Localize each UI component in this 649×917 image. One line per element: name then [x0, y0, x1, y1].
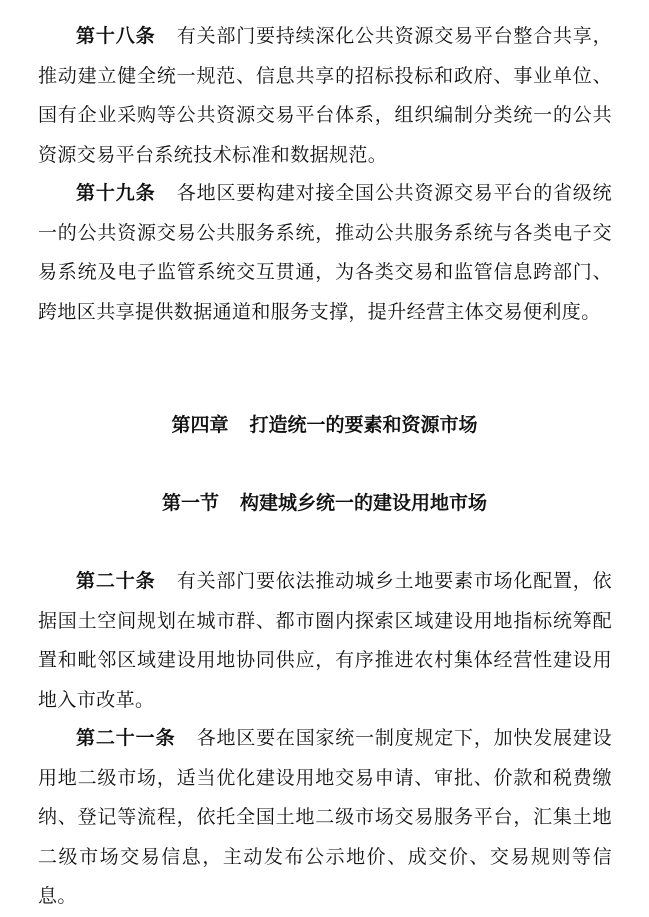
- article-21: [38, 719, 612, 917]
- chapter-heading: [0, 410, 649, 440]
- section-title: 构建城乡统一的建设用地市场: [239, 492, 487, 514]
- chapter-number: 第四章: [171, 414, 229, 436]
- article-label: 第二十一条: [76, 727, 176, 749]
- article-19: [38, 174, 612, 332]
- section-number: 第一节: [162, 492, 220, 514]
- article-text: 有关部门要持续深化公共资源交易平台整合共享，推动建立健全统一规范、信息共享的招标投标和政府、事业单位、国有企业采购等公共资源交易平台体系，组织编制分类统一的公共资源交易平台系统技术标准和数据规范。: [38, 25, 612, 166]
- article-text: 有关部门要依法推动城乡土地要素市场化配置，依据国土空间规划在城市群、都市圈内探索区域建设用地指标统筹配置和毗邻区域建设用地协同供应，有序推进农村集体经营性建设用地入市改革。: [38, 570, 612, 711]
- section-heading: [0, 488, 649, 518]
- article-label: 第二十条: [76, 570, 156, 592]
- chapter-title: 打造统一的要素和资源市场: [249, 414, 478, 436]
- article-18: [38, 17, 612, 175]
- article-label: 第十九条: [76, 182, 156, 204]
- article-text: 各地区要在国家统一制度规定下，加快发展建设用地二级市场，适当优化建设用地交易申请、审批、价款和税费缴纳、登记等流程，依托全国土地二级市场交易服务平台，汇集土地二级市场交易信息，主动发布公示地价、成交价、交易规则等信息。: [38, 727, 612, 907]
- article-20: [38, 562, 612, 720]
- article-text: 各地区要构建对接全国公共资源交易平台的省级统一的公共资源交易公共服务系统，推动公共服务系统与各类电子交易系统及电子监管系统交互贯通，为各类交易和监管信息跨部门、跨地区共享提供数据通道和服务支撑，提升经营主体交易便利度。: [38, 182, 612, 323]
- article-label: 第十八条: [76, 25, 156, 47]
